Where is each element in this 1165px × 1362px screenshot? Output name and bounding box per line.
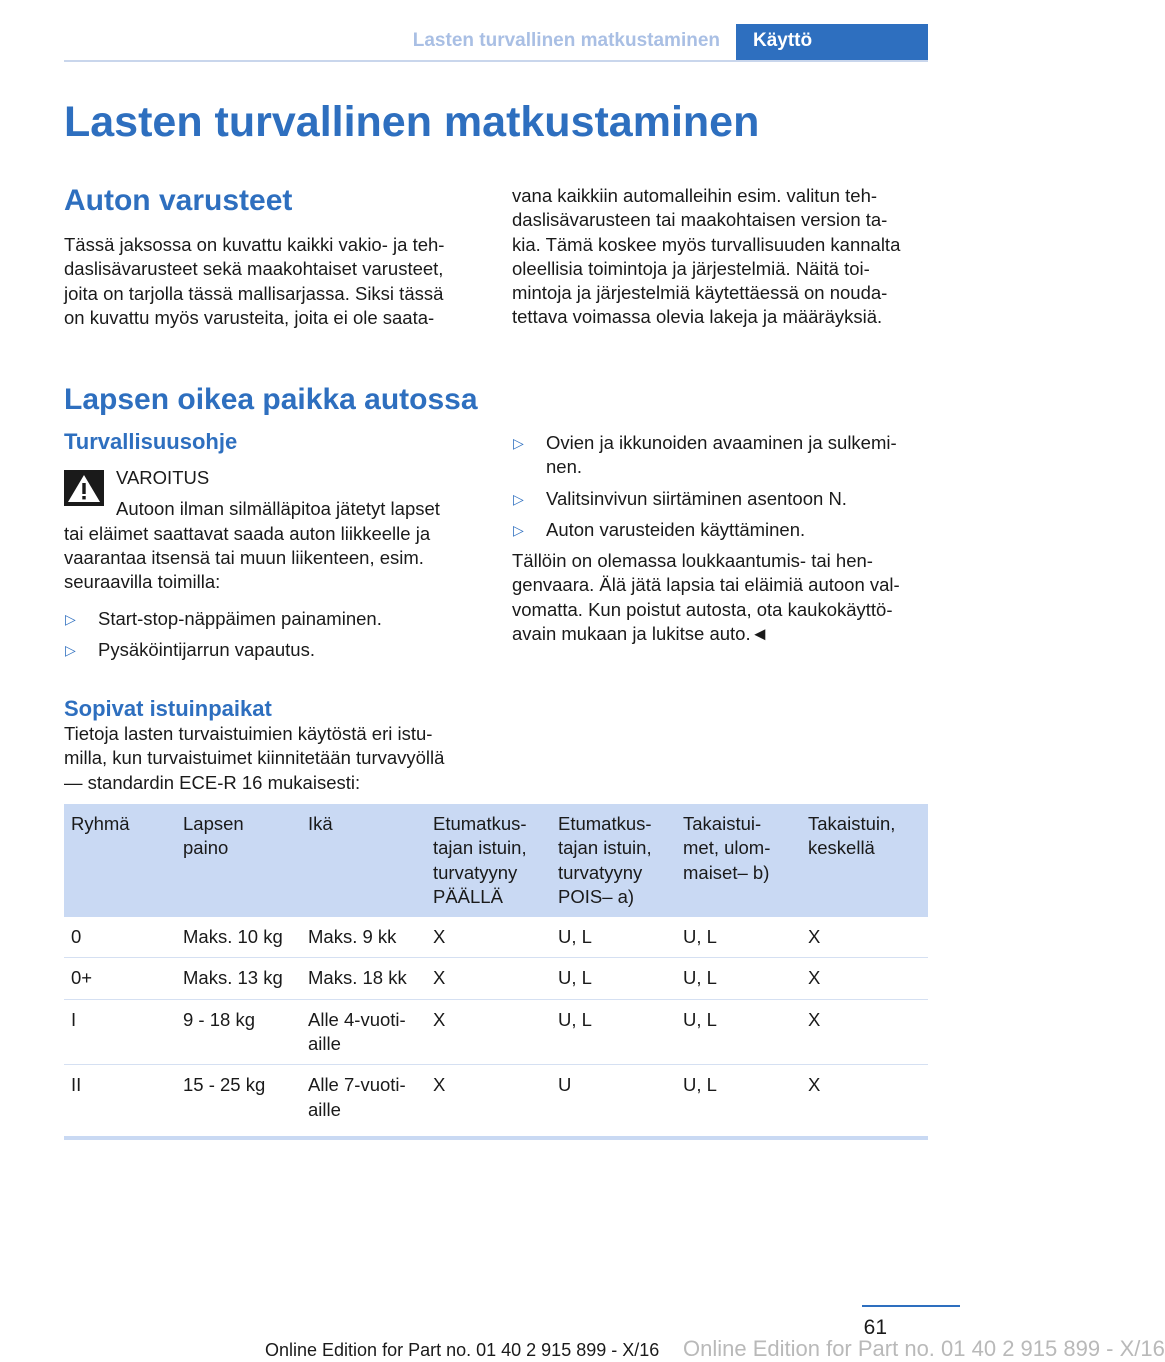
table-header-row <box>64 804 928 917</box>
page-number: 61 <box>863 1316 887 1339</box>
header-section-title: Lasten turvallinen matkustaminen <box>412 30 720 51</box>
warning-first-line: Autoon ilman silmälläpitoa jätetyt lapset <box>116 498 440 520</box>
text-line: Tietoja lasten turvaistuimien käytöstä eri istu- <box>64 723 433 744</box>
warning-bullets-right <box>512 431 930 549</box>
table-cell: 15 - 25 kg <box>176 1065 301 1138</box>
table-row <box>64 1065 928 1138</box>
warning-block <box>64 466 484 594</box>
text-line: mintoja ja järjestelmiä käytettäessä on nouda- <box>512 282 888 304</box>
table-cell: U, L <box>676 999 801 1065</box>
table-header-cell: Takaistui- met, ulom- maiset– b) <box>676 804 801 917</box>
list-item: ▷ Pysäköintijarrun vapautus. <box>64 638 484 662</box>
table-row <box>64 999 928 1065</box>
text-line: oleellisia toimintoja ja järjestelmiä. Näitä toi- <box>512 257 870 279</box>
table-cell: Alle 4-vuoti- aille <box>301 999 426 1065</box>
text-line: genvaara. Älä jätä lapsia tai eläimiä autoon val- <box>512 574 900 596</box>
table-cell: X <box>801 917 928 958</box>
footer-edition: Online Edition for Part no. 01 40 2 915 899 - X/16 <box>265 1340 660 1360</box>
text-line: vaarantaa itsensä tai muun liikenteen, esim. <box>64 546 424 568</box>
table-cell: U <box>551 1065 676 1138</box>
text-line: — standardin ECE-R 16 mukaisesti: <box>64 771 361 793</box>
table-cell: X <box>801 999 928 1065</box>
table-cell: 0 <box>64 917 176 958</box>
equipment-text-right <box>512 184 930 330</box>
table-header-cell: Takaistuin, keskellä <box>801 804 928 917</box>
list-item: ▷ Start-stop-näppäimen painaminen. <box>64 607 484 631</box>
table-cell: Maks. 18 kk <box>301 958 426 999</box>
running-header <box>64 24 928 62</box>
seats-heading: Sopivat istuinpaikat <box>64 696 272 721</box>
list-item: ▷ Valitsinvivun siirtäminen asentoon N. <box>512 487 930 511</box>
seats-intro-text <box>64 722 504 795</box>
text-line: avain mukaan ja lukitse auto.◄ <box>512 622 769 644</box>
watermark: Online Edition for Part no. 01 40 2 915 899 - X/16 <box>683 1336 1165 1361</box>
page-number-rule <box>862 1305 960 1307</box>
table-cell: Maks. 13 kg <box>176 958 301 999</box>
table-header-cell: Ikä <box>301 804 426 917</box>
bullet-triangle-icon: ▷ <box>513 490 524 507</box>
table-cell: U, L <box>676 1065 801 1138</box>
table-cell: X <box>426 917 551 958</box>
warning-closing-text <box>512 549 930 646</box>
seat-suitability-table <box>64 804 928 1140</box>
warning-bullets-left <box>64 607 484 670</box>
table-header-cell: Etumatkus- tajan istuin, turvatyyny PÄÄLLÄ <box>426 804 551 917</box>
text-line: milla, kun turvaistuimet kiinnitetään turvavyöllä <box>64 747 445 769</box>
table-cell: Maks. 10 kg <box>176 917 301 958</box>
header-chapter-label: Käyttö <box>753 30 813 51</box>
table-cell: 9 - 18 kg <box>176 999 301 1065</box>
bullet-triangle-icon: ▷ <box>513 521 524 538</box>
safety-heading: Turvallisuusohje <box>64 429 238 454</box>
list-item: ▷ Auton varusteiden käyttäminen. <box>512 518 930 542</box>
warning-title: VAROITUS <box>116 467 210 488</box>
text-line: Tällöin on olemassa loukkaantumis- tai hen- <box>512 550 873 571</box>
child-place-heading: Lapsen oikea paikka autossa <box>64 383 478 416</box>
table-cell: U, L <box>676 917 801 958</box>
text-line: tettava voimassa olevia lakeja ja määräyksiä. <box>512 306 883 328</box>
header-chapter-tab <box>736 24 928 62</box>
table-cell: I <box>64 999 176 1065</box>
table-cell: U, L <box>551 917 676 958</box>
header-rule <box>64 60 928 62</box>
table-cell: X <box>426 1065 551 1138</box>
list-item: ▷ Ovien ja ikkunoiden avaaminen ja sulkemi- nen. <box>513 432 897 478</box>
bullet-triangle-icon: ▷ <box>513 435 524 451</box>
table-cell: X <box>801 1065 928 1138</box>
bullet-triangle-icon: ▷ <box>65 611 76 627</box>
equipment-heading: Auton varusteet <box>64 184 293 217</box>
table-header-cell: Etumatkus- tajan istuin, turvatyyny POIS– a) <box>551 804 676 917</box>
text-line: daslisävarusteet sekä maakohtaiset varusteet, <box>64 258 444 280</box>
text-line: kia. Tämä koskee myös turvallisuuden kannalta <box>512 233 901 255</box>
warning-triangle-icon <box>64 470 104 506</box>
table-cell: X <box>801 958 928 999</box>
table-row <box>64 917 928 958</box>
table-cell: II <box>64 1065 176 1138</box>
text-line: vomatta. Kun poistut autosta, ota kaukokäyttö- <box>512 598 893 620</box>
bullet-triangle-icon: ▷ <box>65 642 76 659</box>
table-cell: X <box>426 999 551 1065</box>
text-line: seuraavilla toimilla: <box>64 571 221 593</box>
table-cell: U, L <box>551 958 676 999</box>
text-line: Tässä jaksossa on kuvattu kaikki vakio- ja teh- <box>64 234 445 255</box>
equipment-text-left <box>64 233 484 330</box>
text-line: vana kaikkiin automalleihin esim. valitun teh- <box>512 185 878 206</box>
table-header-cell: Ryhmä <box>64 804 176 917</box>
page-title: Lasten turvallinen matkustaminen <box>64 98 760 146</box>
text-line: joita on tarjolla tässä mallisarjassa. Siksi tässä <box>64 282 444 304</box>
text-line: tai eläimet saattavat saada auton liikkeelle ja <box>64 522 431 544</box>
table-cell: U, L <box>676 958 801 999</box>
table-row <box>64 958 928 999</box>
table-cell: Alle 7-vuoti- aille <box>301 1065 426 1138</box>
table-cell: 0+ <box>64 958 176 999</box>
text-line: daslisävarusteen tai maakohtaisen version ta- <box>512 209 888 231</box>
table-cell: Maks. 9 kk <box>301 917 426 958</box>
table-cell: X <box>426 958 551 999</box>
table-header-cell: Lapsen paino <box>176 804 301 917</box>
table-cell: U, L <box>551 999 676 1065</box>
text-line: on kuvattu myös varusteita, joita ei ole saata- <box>64 306 435 328</box>
